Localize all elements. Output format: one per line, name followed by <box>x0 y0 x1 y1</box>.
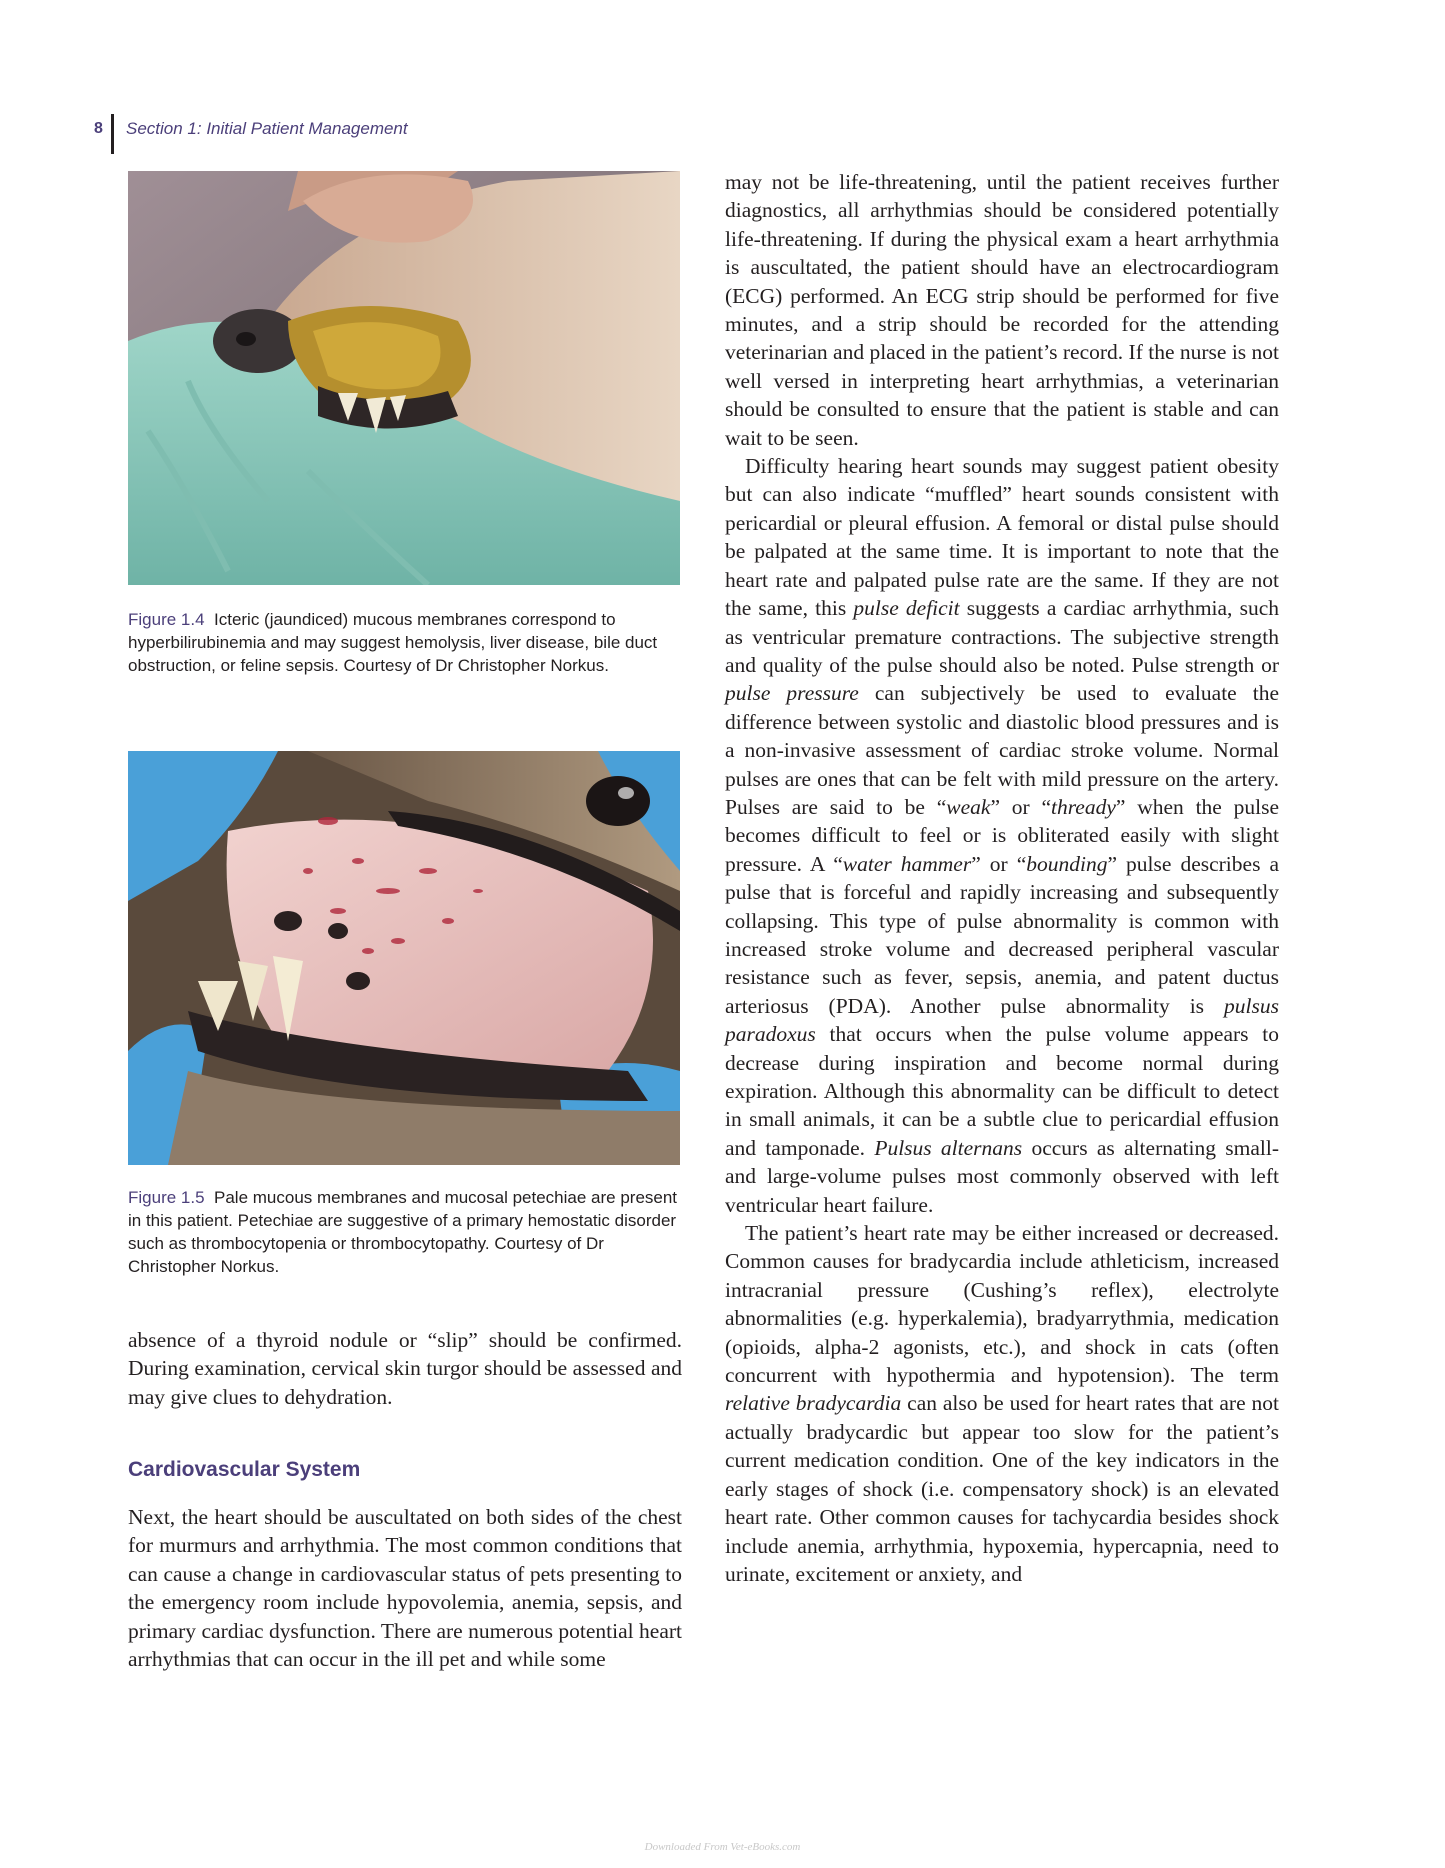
italic-term: pulse deficit <box>853 596 960 621</box>
text-run: can also be used for heart rates that are not actually bradycardic but appear too slow for the patient’s current medication condition. One of the key indicators in the early stages of shock (i.e. compensatory shock) is an elevated heart rate. Other common causes for tachycardia besides shock include anemia, arrhythmia, hypoxemia, hypercapnia, need to urinate, excitement or anxiety, and <box>725 1391 1279 1586</box>
page-number: 8 <box>94 120 103 137</box>
text-run: Difficulty hearing heart sounds may suggest patient obesity but can also indicate “muffled” heart sounds consistent with pericardial or pleural effusion. A femoral or distal pulse should be palpated at the same time. It is important to note that the heart rate and palpated pulse rate are the same. If they are not the same, this <box>725 454 1279 621</box>
italic-term: pulsus paradoxus <box>725 993 1279 1047</box>
subheading: Cardiovascular System <box>128 1458 361 1481</box>
italic-term: relative bradycardia <box>725 1391 902 1416</box>
text-run: ” pulse describes a pulse that is forceful and rapidly increasing and subsequently collapsing. This type of pulse abnormality is common with increased stroke volume and decreased peripheral vascular resistance such as fever, sepsis, anemia, and patent ductus arteriosus (PDA). Another pulse abnormality is <box>725 851 1280 1018</box>
figure-1-4-caption <box>128 608 680 677</box>
text-run: can subjectively be used to evaluate the difference between systolic and diastolic blood pressures and is a non-invasive assessment of cardiac stroke volume. Normal pulses are ones that can be felt with mild pressure on the artery. Pulses are said to be “ <box>725 681 1279 819</box>
footer-watermark: Downloaded From Vet-eBooks.com <box>644 1841 801 1853</box>
body-paragraph <box>725 452 1279 1219</box>
figure-1-5-caption <box>128 1186 680 1278</box>
text-run: ” when the pulse becomes difficult to feel or is obliterated easily with slight pressure. A “ <box>725 794 1279 876</box>
figure-1-5-photo <box>128 751 680 1165</box>
italic-term: Pulsus alternans <box>874 1135 1023 1160</box>
italic-term: thready <box>1051 794 1116 819</box>
text-run: ” or “ <box>971 851 1027 876</box>
figure-label: Figure 1.5 <box>128 1188 205 1207</box>
body-paragraph: may not be life-threatening, until the patient receives further diagnostics, all arrhythmias should be considered potentially life-threatening. If during the physical exam a heart arrhythmia is auscultated, the patient should have an electrocardiogram (ECG) performed. An ECG strip should be performed for five minutes, and a strip should be recorded for the attending veterinarian and placed in the patient’s record. If the nurse is not well versed in interpreting heart arrhythmias, a veterinarian should be consulted to ensure that the patient is stable and can wait to be seen. <box>725 170 1280 450</box>
caption-text: Pale mucous membranes and mucosal petechiae are present in this patient. Petechiae are suggestive of a primary hemostatic disorder such as thrombocytopenia or thrombocytopathy. Courtesy of Dr Christopher Norkus. <box>128 1188 678 1276</box>
text-run: that occurs when the pulse volume appears to decrease during inspiration and become normal during expiration. Although this abnormality can be difficult to detect in small animals, it can be a subtle clue to pericardial effusion and tamponade. <box>725 1022 1279 1160</box>
header-divider <box>111 114 114 154</box>
figure-1-4-photo <box>128 171 680 585</box>
italic-term: water hammer <box>842 851 972 876</box>
body-paragraph: Next, the heart should be auscultated on both sides of the chest for murmurs and arrhythmia. The most common conditions that can cause a change in cardiovascular status of pets presenting to the emergency room include hypovolemia, anemia, sepsis, and primary cardiac dysfunction. There are numerous potential heart arrhythmias that can occur in the ill pet and while some <box>128 1505 682 1672</box>
text-run: suggests a cardiac arrhythmia, such as ventricular premature contractions. The subjective strength and quality of the pulse should also be noted. Pulse strength or <box>725 596 1279 677</box>
italic-term: bounding <box>1026 851 1108 876</box>
body-paragraph <box>725 1219 1279 1588</box>
right-column <box>725 168 1279 1588</box>
text-run: occurs as alternating small- and large-volume pulses most commonly observed with left ventricular heart failure. <box>725 1135 1279 1217</box>
text-run: ” or “ <box>990 794 1052 819</box>
italic-term: pulse pressure <box>725 681 859 706</box>
caption-text: Icteric (jaundiced) mucous membranes correspond to hyperbilirubinemia and may suggest hemolysis, liver disease, bile duct obstruction, or feline sepsis. Courtesy of Dr Christopher Norkus. <box>128 610 658 675</box>
text-run: The patient’s heart rate may be either increased or decreased. Common causes for bradycardia include athleticism, increased intracranial pressure (Cushing’s reflex), electrolyte abnormalities (e.g. hyperkalemia), bradyarrythmia, medication (opioids, alpha-2 agonists, etc.), and shock in cats (often concurrent with hypothermia and hypotension). The term <box>725 1221 1279 1388</box>
section-title: Section 1: Initial Patient Management <box>126 119 408 138</box>
body-paragraph: absence of a thyroid nodule or “slip” should be confirmed. During examination, cervical skin turgor should be assessed and may give clues to dehydration. <box>128 1328 682 1409</box>
figure-label: Figure 1.4 <box>128 610 205 629</box>
italic-term: weak <box>946 794 991 819</box>
